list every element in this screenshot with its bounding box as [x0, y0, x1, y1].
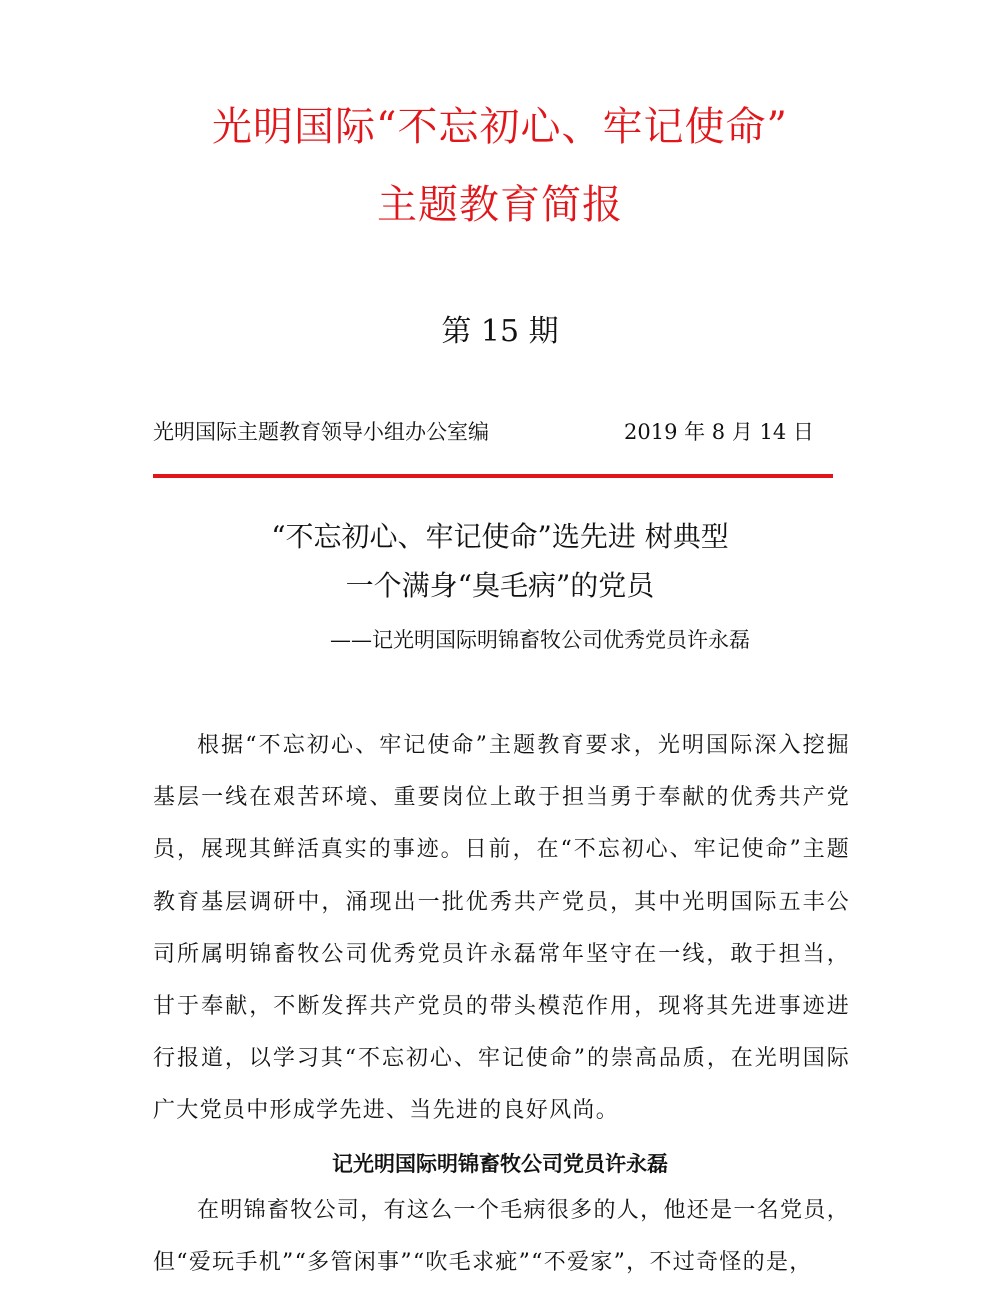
- byline-editor: 光明国际主题教育领导小组办公室编: [153, 420, 489, 444]
- masthead-title-line-2: 主题教育简报: [377, 182, 623, 228]
- article-subheading: ——记光明国际明锦畜牧公司优秀党员许永磊: [330, 628, 750, 652]
- article-headline-secondary: 一个满身“臭毛病”的党员: [345, 569, 655, 602]
- issue-number: 第 15 期: [441, 314, 559, 349]
- article-headline: “不忘初心、牢记使命”选先进 树典型: [271, 520, 729, 553]
- body-paragraph: 在明锦畜牧公司，有这么一个毛病很多的人，他还是一名党员，但“爱玩手机”“多管闲事”“吹毛求疵”“不爱家”，不过奇怪的是，: [153, 1198, 850, 1276]
- section-title: 记光明国际明锦畜牧公司党员许永磊: [332, 1151, 668, 1176]
- body-paragraph: 根据“不忘初心、牢记使命”主题教育要求，光明国际深入挖掘基层一线在艰苦环境、重要岗位上敢于担当勇于奉献的优秀共产党员，展现其鲜活真实的事迹。日前，在“不忘初心、牢记使命”主题教育基层调研中，涌现出一批优秀共产党员，其中光明国际五丰公司所属明锦畜牧公司优秀党员许永磊常年坚守在一线，敢于担当，甘于奉献，不断发挥共产党员的带头模范作用，现将其先进事迹进行报道，以学习其“不忘初心、牢记使命”的崇高品质，在光明国际广大党员中形成学先进、当先进的良好风尚。: [153, 733, 850, 1124]
- byline-date: 2019 年 8 月 14 日: [624, 420, 814, 444]
- masthead-title-line-1: 光明国际“不忘初心、牢记使命”: [212, 104, 788, 150]
- red-divider: [153, 474, 833, 478]
